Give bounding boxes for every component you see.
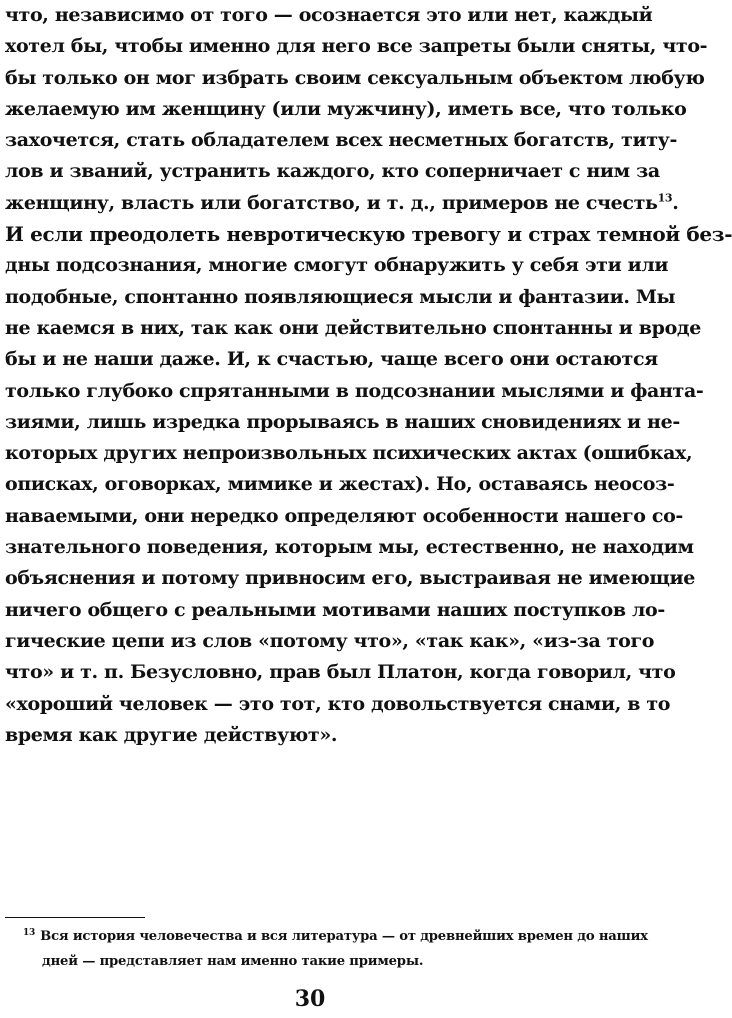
text-line: ничего общего с реальными мотивами наших поступков ло- [5,598,665,621]
text-line: описках, оговорках, мимике и жестах). Но, оставаясь неосоз- [5,473,675,496]
text-line: знательного поведения, которым мы, естественно, не находим [5,536,694,559]
text-line: бы и не наши даже. И, к счастью, чаще всего они остаются [5,348,658,371]
text-line: зиями, лишь изредка прорываясь в наших сновидениях и не- [5,410,680,433]
text-line: захочется, стать обладателем всех несметных богатств, титу- [5,129,677,152]
text-line: наваемыми, они нередко определяют особенности нашего со- [5,504,683,527]
paragraph-start-line: И если преодолеть невротическую тревогу и страх темной без- [5,222,732,247]
text-line: бы только он мог избрать своим сексуальным объектом любую [5,66,705,89]
footnote-separator [5,917,145,918]
text-line: только глубоко спрятанными в подсознании мыслями и фанта- [5,379,704,402]
footnote-text: Вся история человечества и вся литература — от древнейших времен до наших [40,929,648,944]
text-line: дны подсознания, многие смогут обнаружить у себя эти или [5,254,669,277]
text-line-content: женщину, власть или богатство, и т. д., примеров не счесть [5,191,658,214]
text-line-with-footnote [5,188,679,219]
footnote-reference[interactable]: 13 [657,191,673,205]
footnote-marker: 13 [23,927,36,938]
main-text [5,0,732,751]
text-line-end-punctuation: . [672,191,679,214]
text-line: подобные, спонтанно появляющиеся мысли и фантазии. Мы [5,285,676,308]
text-line: не каемся в них, так как они действительно спонтанны и вроде [5,316,701,339]
text-line: что, независимо от того — осознается это или нет, каждый [5,4,653,26]
footnote-line: дней — представляет нам именно такие примеры. [42,954,424,969]
text-line: которых других непроизвольных психических актах (ошибках, [5,442,693,465]
text-line: что» и т. п. Безусловно, прав был Платон, когда говорил, что [5,661,676,684]
page-number: 30 [294,986,326,1012]
footnote-line [5,924,648,949]
text-line: желаемую им женщину (или мужчину), иметь все, что только [5,97,687,120]
text-line: объяснения и потому привносим его, выстраивая не имеющие [5,567,696,590]
text-line: лов и званий, устранить каждого, кто соперничает с ним за [5,160,660,183]
text-line: «хороший человек — это тот, кто довольствуется снами, в то [5,692,671,715]
footnote [5,924,648,974]
paragraph-end-line: время как другие действуют». [5,723,338,746]
text-line: гические цепи из слов «потому что», «так как», «из-за того [5,629,655,652]
text-line: хотел бы, чтобы именно для него все запреты были сняты, что- [5,35,708,58]
